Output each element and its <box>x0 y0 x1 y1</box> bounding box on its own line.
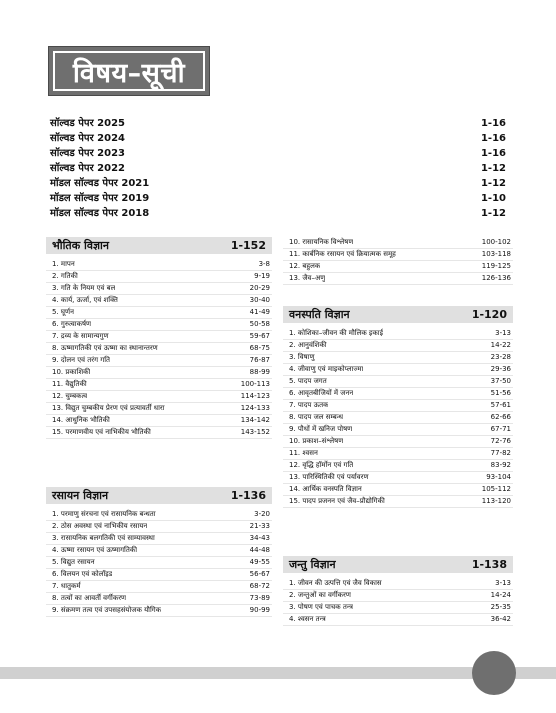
paper-row[interactable] <box>50 131 506 146</box>
item-pages: 105-112 <box>481 485 511 493</box>
section-range: 1-120 <box>471 308 507 321</box>
item-pages: 41-49 <box>249 308 270 316</box>
item-label: 12. बहुलक <box>289 262 321 270</box>
contents-title-box <box>48 46 210 96</box>
page-number-circle <box>472 651 516 695</box>
item-pages: 49-55 <box>249 558 270 566</box>
toc-item[interactable] <box>46 379 272 391</box>
item-pages: 76-87 <box>249 356 270 364</box>
item-pages: 67-71 <box>490 425 511 433</box>
section-range: 1-138 <box>471 558 507 571</box>
section-title: रसायन विज्ञान <box>52 489 109 502</box>
toc-item[interactable] <box>46 581 272 593</box>
item-label: 14. आधुनिक भौतिकी <box>52 416 110 424</box>
section-chemistry-continued <box>283 237 513 285</box>
item-pages: 50-58 <box>249 320 270 328</box>
item-label: 9. पौधों में खनिज पोषण <box>289 425 353 433</box>
item-label: 2. आनुवंशिकी <box>289 341 327 349</box>
item-pages: 119-125 <box>481 262 511 270</box>
toc-item[interactable] <box>283 249 513 261</box>
toc-item[interactable] <box>283 328 513 340</box>
toc-item[interactable] <box>46 271 272 283</box>
toc-item[interactable] <box>46 283 272 295</box>
item-pages: 126-136 <box>481 274 511 282</box>
toc-item[interactable] <box>46 355 272 367</box>
toc-item[interactable] <box>283 484 513 496</box>
toc-item[interactable] <box>283 472 513 484</box>
section-header <box>283 306 513 323</box>
paper-pages: 1-16 <box>480 118 506 129</box>
item-pages: 44-48 <box>249 546 270 554</box>
paper-row[interactable] <box>50 191 506 206</box>
item-label: 12. वृद्धि हॉर्मोन एवं गति <box>289 461 354 469</box>
toc-item[interactable] <box>46 295 272 307</box>
toc-item[interactable] <box>283 436 513 448</box>
item-label: 10. प्रकाशिकी <box>52 368 91 376</box>
paper-row[interactable] <box>50 116 506 131</box>
toc-item[interactable] <box>283 578 513 590</box>
paper-label: सॉल्वड पेपर 2022 <box>50 163 126 174</box>
item-pages: 57-61 <box>490 401 511 409</box>
title-inner-frame <box>53 51 205 91</box>
section-zoology <box>283 556 513 626</box>
item-label: 5. पादप जगत <box>289 377 327 385</box>
item-label: 7. धातुकर्म <box>52 582 81 590</box>
item-pages: 9-19 <box>254 272 270 280</box>
item-label: 6. आवृतबीजियों में जनन <box>289 389 354 397</box>
item-label: 15. पादप प्रजनन एवं जैव–प्रौद्योगिकी <box>289 497 385 505</box>
item-label: 10. रासायनिक विश्लेषण <box>289 238 354 246</box>
toc-item[interactable] <box>283 261 513 273</box>
toc-item[interactable] <box>283 496 513 508</box>
section-physics <box>46 237 272 439</box>
item-label: 4. ऊष्मा रसायन एवं ऊष्मागतिकी <box>52 546 138 554</box>
toc-item[interactable] <box>46 521 272 533</box>
page-title: विषय–सूची <box>72 57 186 89</box>
item-pages: 134-142 <box>240 416 270 424</box>
paper-row[interactable] <box>50 161 506 176</box>
paper-pages: 1-12 <box>480 178 506 189</box>
item-label: 8. ऊष्मागतिकी एवं ऊष्मा का स्थानान्तरण <box>52 344 158 352</box>
section-header <box>46 487 272 504</box>
item-label: 2. गतिकी <box>52 272 78 280</box>
item-pages: 29-36 <box>490 365 511 373</box>
item-label: 4. श्वसन तन्त्र <box>289 615 326 623</box>
item-pages: 25-35 <box>490 603 511 611</box>
item-pages: 114-123 <box>240 392 270 400</box>
item-label: 3. विषाणु <box>289 353 315 361</box>
toc-item[interactable] <box>283 614 513 626</box>
item-label: 10. प्रकाश–संश्लेषण <box>289 437 344 445</box>
toc-item[interactable] <box>283 590 513 602</box>
paper-row[interactable] <box>50 146 506 161</box>
item-pages: 62-66 <box>490 413 511 421</box>
item-pages: 113-120 <box>481 497 511 505</box>
toc-item[interactable] <box>46 319 272 331</box>
section-title: भौतिक विज्ञान <box>52 239 109 252</box>
toc-item[interactable] <box>46 307 272 319</box>
paper-pages: 1-16 <box>480 148 506 159</box>
item-pages: 14-24 <box>490 591 511 599</box>
paper-label: मॉडल सॉल्वड पेपर 2021 <box>50 178 150 189</box>
item-pages: 21-33 <box>249 522 270 530</box>
toc-item[interactable] <box>46 509 272 521</box>
item-pages: 51-56 <box>490 389 511 397</box>
toc-item[interactable] <box>46 557 272 569</box>
item-label: 1. परमाणु संरचना एवं रासायनिक बन्धता <box>52 510 156 518</box>
item-label: 14. आर्थिक वनस्पति विज्ञान <box>289 485 362 493</box>
paper-label: सॉल्वड पेपर 2024 <box>50 133 126 144</box>
item-label: 3. गति के नियम एवं बल <box>52 284 116 292</box>
item-label: 7. पादप ऊतक <box>289 401 329 409</box>
paper-label: मॉडल सॉल्वड पेपर 2019 <box>50 193 150 204</box>
paper-pages: 1-10 <box>480 193 506 204</box>
item-pages: 100-113 <box>240 380 270 388</box>
item-pages: 72-76 <box>490 437 511 445</box>
item-label: 11. वैद्युतिकी <box>52 380 87 388</box>
section-title: जन्तु विज्ञान <box>289 558 336 571</box>
item-pages: 3-8 <box>258 260 270 268</box>
item-label: 6. गुरुत्वाकर्षण <box>52 320 92 328</box>
item-label: 13. विद्युत चुम्बकीय प्रेरण एवं प्रत्यावर्ती धारा <box>52 404 165 412</box>
item-pages: 59-67 <box>249 332 270 340</box>
item-label: 3. पोषण एवं पाचक तन्त्र <box>289 603 353 611</box>
toc-item[interactable] <box>46 343 272 355</box>
toc-item[interactable] <box>283 273 513 285</box>
section-range: 1-152 <box>230 239 266 252</box>
item-pages: 20-29 <box>249 284 270 292</box>
paper-row[interactable] <box>50 176 506 191</box>
item-label: 4. कार्य, ऊर्जा, एवं शक्ति <box>52 296 118 304</box>
item-label: 1. कोशिका–जीवन की मौलिक इकाई <box>289 329 383 337</box>
toc-item[interactable] <box>283 400 513 412</box>
item-label: 5. विद्युत रसायन <box>52 558 95 566</box>
toc-item[interactable] <box>283 424 513 436</box>
toc-item[interactable] <box>283 412 513 424</box>
toc-item[interactable] <box>46 367 272 379</box>
item-label: 2. जन्तुओं का वर्गीकरण <box>289 591 351 599</box>
item-pages: 30-40 <box>249 296 270 304</box>
item-pages: 100-102 <box>481 238 511 246</box>
toc-item[interactable] <box>46 593 272 605</box>
toc-item[interactable] <box>46 331 272 343</box>
item-label: 11. कार्बनिक रसायन एवं क्रियात्मक समूह <box>289 250 396 258</box>
paper-pages: 1-12 <box>480 163 506 174</box>
toc-item[interactable] <box>283 376 513 388</box>
item-label: 7. द्रव्य के सामान्यगुण <box>52 332 109 340</box>
item-pages: 103-118 <box>481 250 511 258</box>
section-chemistry <box>46 487 272 617</box>
section-title: वनस्पति विज्ञान <box>289 308 350 321</box>
toc-item[interactable] <box>283 602 513 614</box>
item-pages: 68-75 <box>249 344 270 352</box>
item-pages: 90-99 <box>249 606 270 614</box>
item-label: 13. पारिस्थितिकी एवं पर्यावरण <box>289 473 369 481</box>
paper-label: सॉल्वड पेपर 2023 <box>50 148 126 159</box>
item-label: 12. चुम्बकत्व <box>52 392 88 400</box>
item-label: 1. मापन <box>52 260 75 268</box>
item-label: 8. पादप जल सम्बन्ध <box>289 413 344 421</box>
toc-item[interactable] <box>283 388 513 400</box>
toc-item[interactable] <box>283 364 513 376</box>
item-pages: 23-28 <box>490 353 511 361</box>
item-label: 3. रासायनिक बलगतिकी एवं साम्यावस्था <box>52 534 155 542</box>
item-pages: 93-104 <box>486 473 511 481</box>
item-label: 4. जीवाणु एवं माइकोप्लाज्मा <box>289 365 364 373</box>
item-pages: 68-72 <box>249 582 270 590</box>
item-pages: 83-92 <box>490 461 511 469</box>
toc-item[interactable] <box>46 533 272 545</box>
section-header <box>46 237 272 254</box>
item-pages: 37-50 <box>490 377 511 385</box>
paper-label: मॉडल सॉल्वड पेपर 2018 <box>50 208 150 219</box>
toc-item[interactable] <box>46 415 272 427</box>
paper-pages: 1-16 <box>480 133 506 144</box>
toc-item[interactable] <box>283 460 513 472</box>
solved-papers-list <box>50 116 506 221</box>
toc-item[interactable] <box>46 545 272 557</box>
item-label: 1. जीवन की उत्पत्ति एवं जैव विकास <box>289 579 382 587</box>
item-pages: 88-99 <box>249 368 270 376</box>
item-label: 15. परमाणवीय एवं नाभिकीय भौतिकी <box>52 428 151 436</box>
paper-pages: 1-12 <box>480 208 506 219</box>
toc-item[interactable] <box>283 340 513 352</box>
item-pages: 3-20 <box>254 510 270 518</box>
item-pages: 77-82 <box>490 449 511 457</box>
section-botany <box>283 306 513 508</box>
item-pages: 143-152 <box>240 428 270 436</box>
section-range: 1-136 <box>230 489 266 502</box>
item-label: 9. दोलन एवं तरंग गति <box>52 356 111 364</box>
item-label: 9. संक्रमण तत्व एवं उपसहसंयोजक यौगिक <box>52 606 162 614</box>
item-label: 2. ठोस अवस्था एवं नाभिकीय रसायन <box>52 522 148 530</box>
item-pages: 36-42 <box>490 615 511 623</box>
paper-label: सॉल्वड पेपर 2025 <box>50 118 126 129</box>
item-label: 6. विलयन एवं कोलॉइड <box>52 570 113 578</box>
toc-item[interactable] <box>46 391 272 403</box>
toc-item[interactable] <box>46 259 272 271</box>
toc-item[interactable] <box>46 427 272 439</box>
section-header <box>283 556 513 573</box>
toc-item[interactable] <box>283 448 513 460</box>
item-label: 11. श्वसन <box>289 449 318 457</box>
toc-item[interactable] <box>283 237 513 249</box>
item-pages: 14-22 <box>490 341 511 349</box>
toc-item[interactable] <box>283 352 513 364</box>
toc-item[interactable] <box>46 403 272 415</box>
toc-item[interactable] <box>46 605 272 617</box>
item-label: 13. जैव–अणु <box>289 274 326 282</box>
toc-item[interactable] <box>46 569 272 581</box>
item-pages: 73-89 <box>249 594 270 602</box>
item-label: 8. तत्वों का आवर्ती वर्गीकरण <box>52 594 127 602</box>
paper-row[interactable] <box>50 206 506 221</box>
item-pages: 124-133 <box>240 404 270 412</box>
item-pages: 3-13 <box>495 579 511 587</box>
item-pages: 56-67 <box>249 570 270 578</box>
item-label: 5. घूर्णन <box>52 308 74 316</box>
item-pages: 34-43 <box>249 534 270 542</box>
item-pages: 3-13 <box>495 329 511 337</box>
